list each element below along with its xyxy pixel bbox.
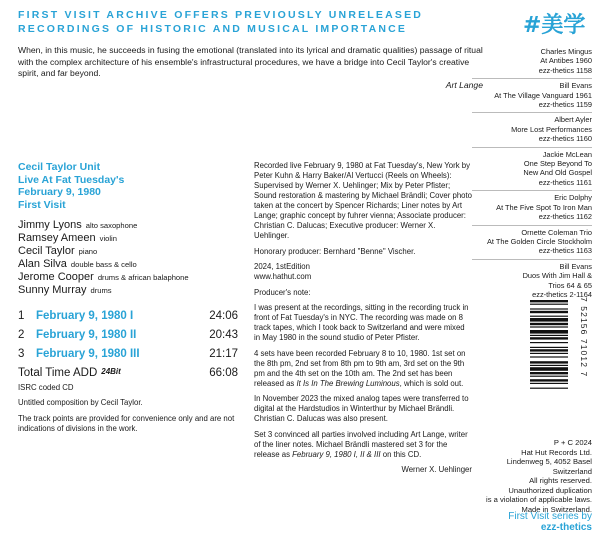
intro-quote (18, 45, 483, 91)
series-credit (508, 511, 592, 533)
track-row (18, 307, 238, 326)
catalog-list (472, 45, 592, 302)
company-address: Lindenweg 5, 4052 Basel (506, 457, 592, 466)
catalog-item (472, 148, 592, 192)
track-title: February 9, 1980 I (36, 310, 134, 322)
catalog-artist: Albert Ayler (554, 115, 592, 125)
barcode (530, 300, 568, 430)
album-title-line: First Visit (18, 198, 66, 211)
catalog-title: One Step Beyond To (523, 159, 592, 169)
brand-logo: #美学 (523, 13, 586, 38)
producers-note-para-3: In November 2023 the mixed analog tapes were transferred to digital at the Hardstudios in Winterthur by Michael Brändli. Christian C. Dalucas was also present. (254, 394, 469, 423)
track-number: 3 (18, 348, 25, 360)
producers-note-para-4 (254, 430, 472, 460)
barcode-bar (530, 376, 568, 377)
header-banner (18, 8, 488, 36)
barcode-bar (530, 304, 568, 305)
catalog-number: ezz-thetics 1162 (538, 212, 592, 222)
musician-list (18, 219, 238, 297)
isrc-note: ISRC coded CD (18, 383, 74, 392)
catalog-number: ezz-thetics 2-1164 (532, 289, 592, 299)
barcode-bar (530, 347, 568, 348)
barcode-bar (530, 326, 568, 327)
para-text: on this CD. (380, 449, 422, 459)
barcode-bar (530, 383, 568, 384)
album-title (18, 161, 238, 211)
catalog-number: ezz-thetics 1161 (538, 177, 592, 187)
album-column (18, 161, 238, 434)
made-in: Made in Switzerland. (521, 504, 592, 514)
para-text: 4 sets have been recorded February 8 to 10, 1980. 1st set on the 8th pm, 2nd set from 8th pm to 9th am, 3rd set on the 9th pm and the 4th set on the 10th am. The 2nd set has been released as (254, 348, 466, 388)
label-info (442, 438, 592, 514)
musician-instrument: drums & african balaphone (97, 273, 189, 282)
catalog-number: ezz-thetics 1160 (538, 134, 592, 144)
intro-author: Art Lange (445, 79, 483, 90)
track-number: 1 (18, 310, 25, 322)
musician-row (18, 284, 238, 297)
intro-text: When, in this music, he succeeds in fusing the emotional (translated into its lyrical and dramatic qualities) passage of ritual with the complex architecture of his ensemble's infrastructural procedures, we have a bridge into Cecil Taylor's creative spirit, and far beyond. (18, 45, 483, 78)
barcode-bar (530, 330, 568, 334)
album-title-line: Live At Fat Tuesday's (18, 173, 125, 186)
honorary-producer: Honorary producer: Bernhard "Benne" Vischer. (254, 246, 416, 256)
barcode-bar (530, 342, 568, 343)
track-row (18, 326, 238, 345)
producers-note-para-1: I was present at the recordings, sitting in the recording truck in front of Fat Tuesday's in NYC. The recording was made on 8 track tapes, which I took back to Switzerland and were mixed in May 1980 in the sound studio of Peter Pfister. (254, 303, 469, 342)
credits-column (254, 161, 472, 481)
track-row (18, 345, 238, 364)
header-line-1: FIRST VISIT ARCHIVE OFFERS PREVIOUSLY UNRELEASED (18, 9, 424, 21)
website: www.hathut.com (254, 272, 312, 281)
copyright: P + C 2024 (553, 438, 592, 447)
para-text: Set 3 convinced all parties involved including Art Lange, writer of the liner notes. Michael Brändli mastered set 3 for the release as (254, 429, 468, 459)
musician-row (18, 232, 238, 245)
composition-note: Untitled composition by Cecil Taylor. (18, 398, 143, 407)
catalog-title: New And Old Gospel (523, 168, 592, 178)
musician-name: Ramsey Ameen (18, 232, 96, 244)
barcode-bar (530, 335, 568, 336)
catalog-title: Trios 64 & 65 (548, 280, 592, 290)
catalog-artist: Charles Mingus (540, 47, 592, 56)
series-brand: ezz-thetics (540, 522, 592, 533)
catalog-title: At The Village Vanguard 1961 (494, 90, 592, 100)
catalog-title: At The Five Spot To Iron Man (496, 202, 592, 212)
rights-reserved: All rights reserved. (529, 476, 592, 485)
catalog-item (472, 45, 592, 79)
musician-row (18, 245, 238, 258)
producer-signature: Werner X. Uehlinger (401, 465, 472, 474)
track-points-note: The track points are provided for convenience only and are not indications of divisions in the work. (18, 414, 235, 433)
catalog-item (472, 226, 592, 260)
total-time-label: Total Time ADD (18, 367, 98, 379)
catalog-title: More Lost Performances (511, 124, 592, 134)
company-country: Switzerland (552, 466, 592, 476)
total-duration: 66:08 (209, 367, 238, 379)
catalog-number: ezz-thetics 1159 (538, 100, 592, 110)
edition: 2024, 1stEdition (254, 262, 310, 271)
barcode-bar (530, 323, 568, 325)
header-line-2: RECORDINGS OF HISTORIC AND MUSICAL IMPORTANCE (18, 23, 408, 35)
catalog-item (472, 260, 592, 303)
recording-credits: Recorded live February 9, 1980 at Fat Tuesday's, New York by Peter Kuhn & Harry Baker/Al Vertucci (Reels on Wheels): Supervised by Werner X. Uehlinger; Mix by Peter Pfister; Sound restoration & mastering by Michael Brändli; Cover photo taken at the concert by Spencer Richards; Liner notes by Art Lange; graphic concept by fuhrer vienna; Associate producer: Christian C. Dalucas; Executive producer: Werner X. Uehlinger. (254, 161, 472, 240)
producers-note-heading: Producer's note: (254, 287, 311, 297)
series-line: First Visit series by (508, 511, 592, 522)
album-title-line: Cecil Taylor Unit (18, 161, 101, 173)
total-time-label-wrap (18, 366, 209, 381)
catalog-artist: Eric Dolphy (554, 193, 592, 203)
duplication-warning: Unauthorized duplication (508, 485, 592, 495)
barcode-bar (530, 353, 568, 354)
edition-block (254, 262, 472, 282)
barcode-bar (530, 379, 568, 381)
musician-instrument: drums (90, 286, 112, 295)
musician-instrument: alto saxophone (85, 221, 138, 230)
barcode-bar (530, 356, 568, 357)
catalog-number: ezz-thetics 1158 (538, 65, 592, 75)
company-name: Hat Hut Records Ltd. (521, 447, 592, 457)
track-title: February 9, 1980 II (36, 329, 137, 341)
catalog-title: At Antibes 1960 (540, 56, 592, 66)
24bit-badge: 24Bit (101, 367, 121, 376)
musician-row (18, 219, 238, 232)
musician-name: Alan Silva (18, 258, 67, 270)
producers-note-para-2 (254, 349, 472, 389)
barcode-bar (530, 300, 568, 302)
catalog-title: At The Golden Circle Stockholm (486, 236, 592, 246)
musician-name: Jerome Cooper (18, 271, 94, 283)
barcode-bar (530, 367, 568, 371)
catalog-artist: Ornette Coleman Trio (521, 227, 592, 237)
musician-name: Jimmy Lyons (18, 219, 82, 231)
track-list (18, 307, 238, 364)
track-duration: 24:06 (209, 310, 238, 322)
catalog-item (472, 191, 592, 225)
barcode-digits: 7 52156 71012 7 (579, 297, 589, 378)
para-text: , which is sold out. (399, 378, 464, 388)
album-reference: It Is In The Brewing Luminous (296, 378, 400, 388)
track-duration: 20:43 (209, 329, 238, 341)
barcode-bar (530, 349, 568, 351)
barcode-bar (530, 316, 568, 317)
barcode-bar (530, 365, 568, 366)
barcode-bar (530, 308, 568, 309)
track-duration: 21:17 (209, 348, 238, 360)
catalog-artist: Bill Evans (559, 261, 592, 271)
catalog-item (472, 113, 592, 147)
catalog-number: ezz-thetics 1163 (538, 246, 592, 256)
track-number: 2 (18, 329, 25, 341)
album-title-line: February 9, 1980 (18, 186, 101, 198)
catalog-title: Duos With Jim Hall & (522, 271, 592, 281)
album-reference: February 9, 1980 I, II & III (292, 449, 381, 459)
musician-row (18, 271, 238, 284)
musician-row (18, 258, 238, 271)
track-title: February 9, 1980 III (36, 348, 140, 360)
barcode-bar (530, 318, 568, 322)
catalog-artist: Bill Evans (559, 81, 592, 91)
catalog-artist: Jackie McLean (542, 149, 592, 159)
duplication-warning-2: is a violation of applicable laws. (486, 495, 592, 504)
barcode-bar (530, 361, 568, 363)
barcode-bar (530, 337, 568, 339)
musician-name: Sunny Murray (18, 284, 87, 296)
catalog-item (472, 79, 592, 113)
barcode-bar (530, 388, 568, 389)
musician-instrument: piano (78, 247, 98, 256)
musician-instrument: double bass & cello (70, 260, 137, 269)
musician-name: Cecil Taylor (18, 245, 75, 257)
musician-instrument: violin (99, 234, 117, 243)
total-time-row (18, 366, 238, 381)
barcode-bar (530, 372, 568, 374)
barcode-bar (530, 311, 568, 313)
